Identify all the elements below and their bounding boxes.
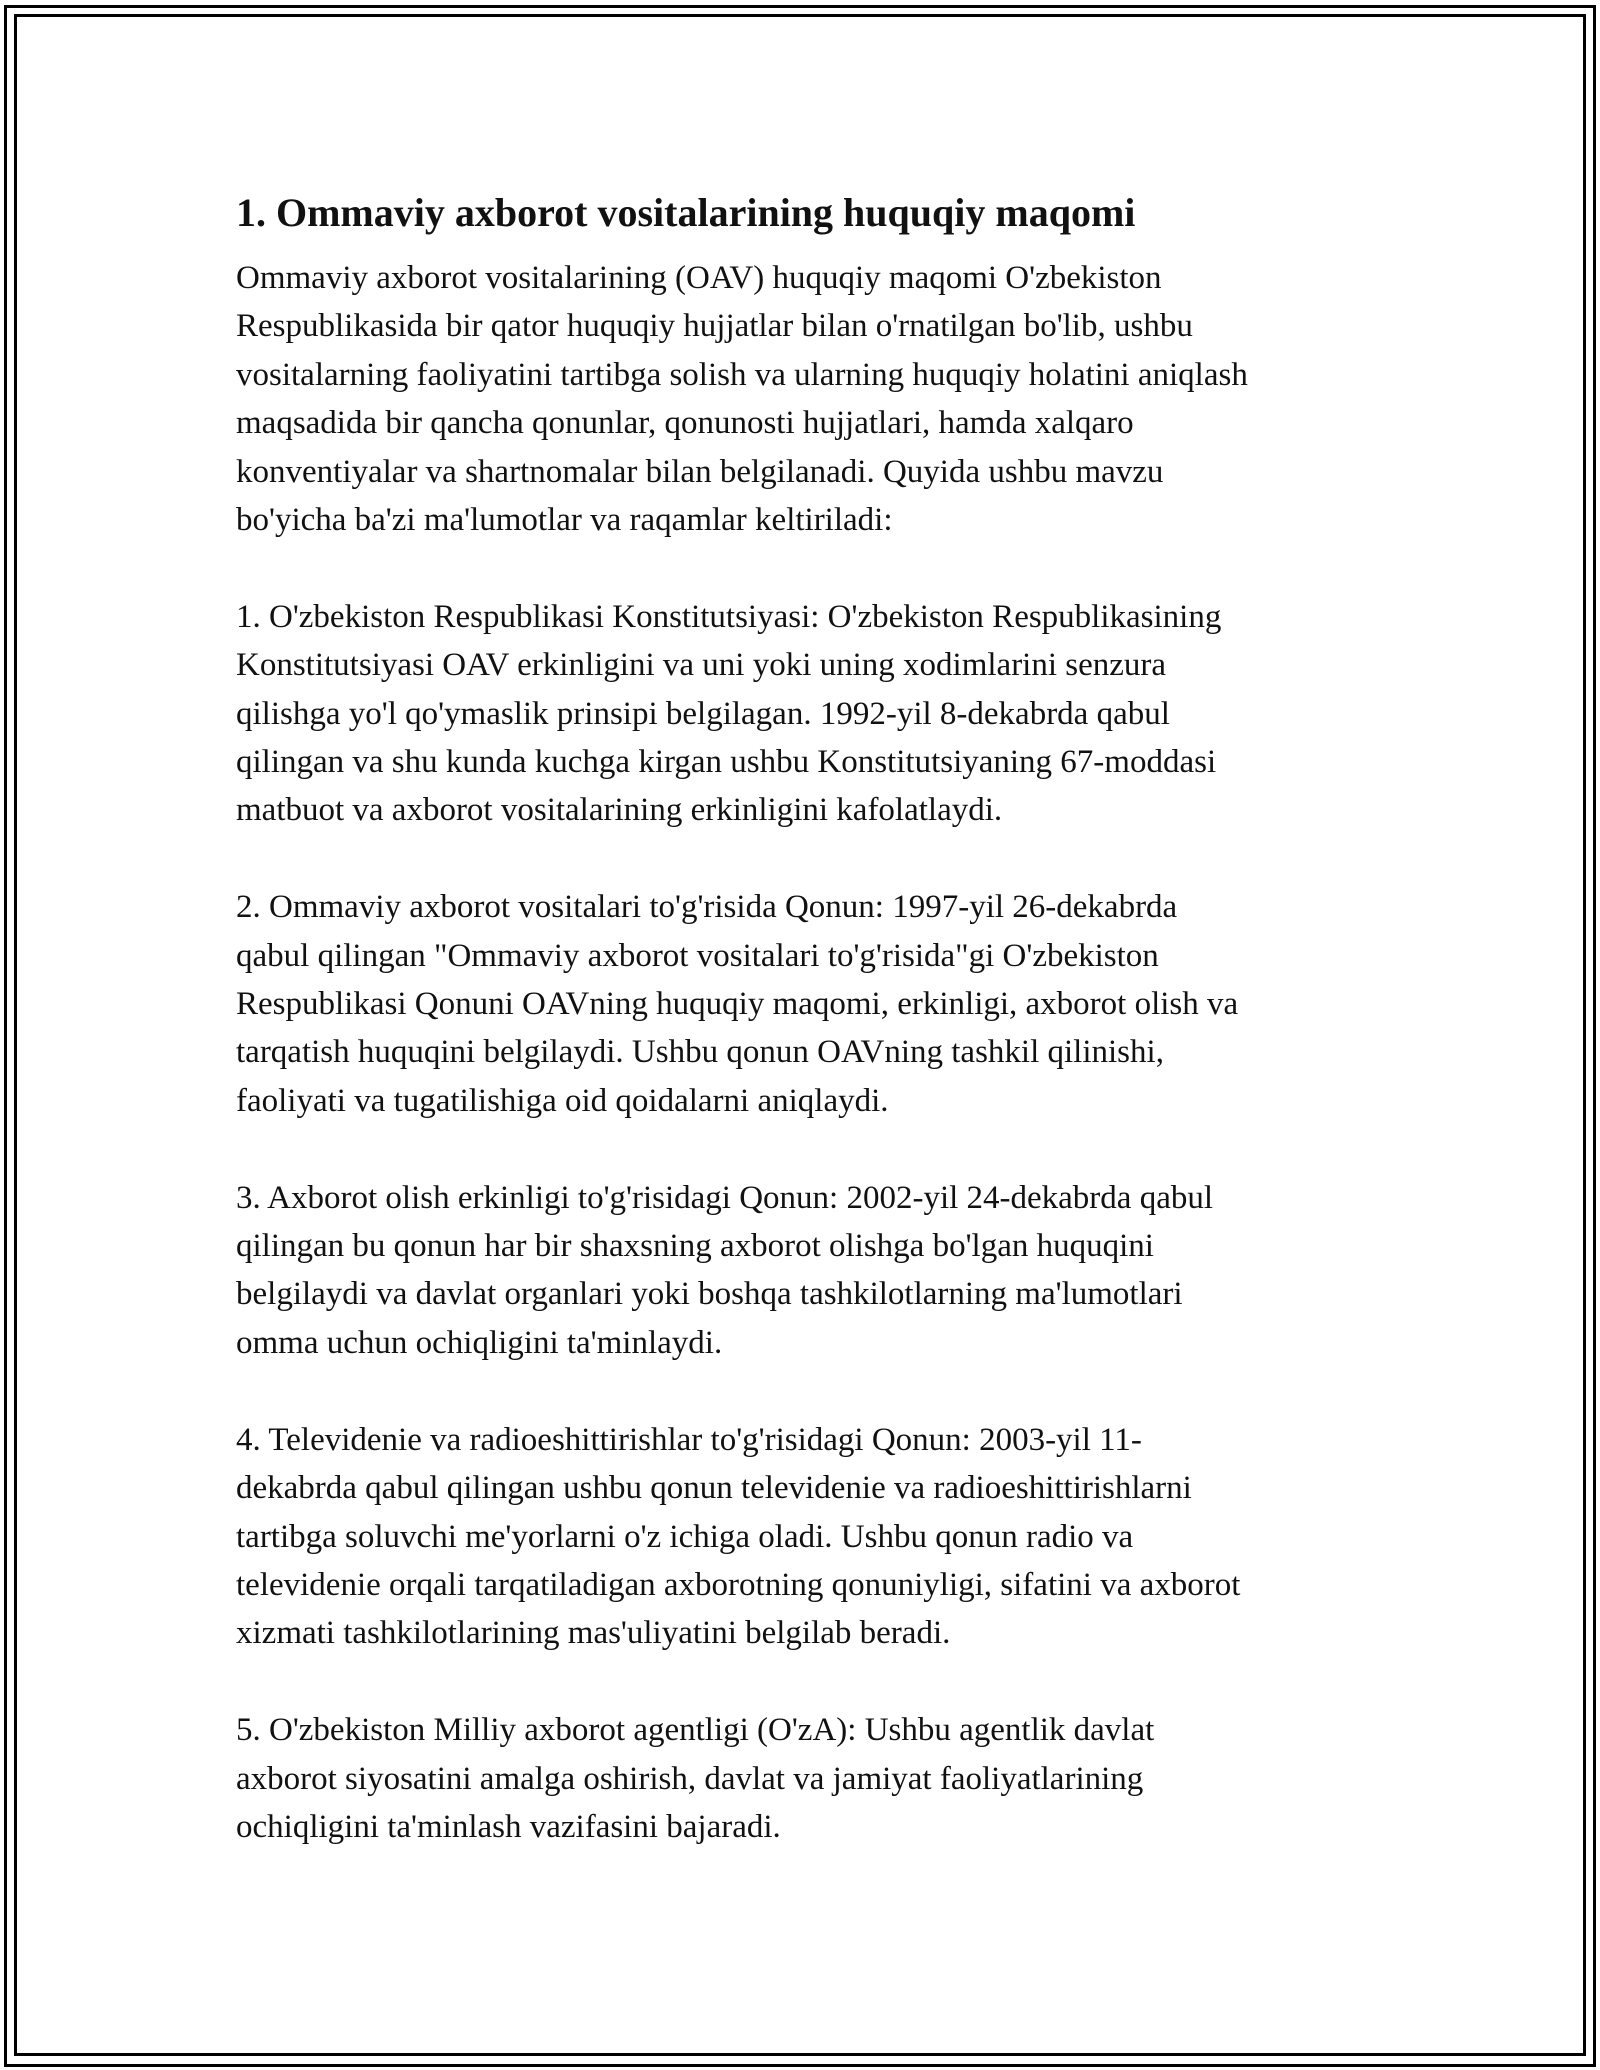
intro-paragraph: Ommaviy axborot vositalarining (OAV) huquqiy maqomi O'zbekiston Respublikasida bir qator huquqiy hujjatlar bilan o'rnatilgan bo'lib, ushbu vositalarning faoliyatini tartibga solish va ularning huquqiy holatini aniqlash maqsadida bir qancha qonunlar, qonunosti hujjatlari, hamda xalqaro konventiyalar va shartnomalar bilan belgilanadi. Quyida ushbu mavzu bo'yicha ba'zi ma'lumotlar va raqamlar keltiriladi: bbox=[236, 260, 1248, 539]
list-item-national-news-agency: 5. O'zbekiston Milliy axborot agentligi (O'zA): Ushbu agentlik davlat axborot siyosatini amalga oshirish, davlat va jamiyat faoliyatlarining ochiqligini ta'minlash vazifasini bajaradi. bbox=[236, 1712, 1155, 1845]
section-title: 1. Ommaviy axborot vositalarining huquqiy maqomi bbox=[236, 190, 1136, 235]
list-item-constitution: 1. O'zbekiston Respublikasi Konstitutsiyasi: O'zbekiston Respublikasining Konstitutsiyasi OAV erkinligini va uni yoki uning xodimlarini senzura qilishga yo'l qo'ymaslik prinsipi belgilagan. 1992-yil 8-dekabrda qabul qilingan va shu kunda kuchga kirgan ushbu Konstitutsiyaning 67-moddasi matbuot va axborot vositalarining erkinligini kafolatlaydi. bbox=[236, 598, 1222, 829]
list-item-information-freedom-law: 3. Axborot olish erkinligi to'g'risidagi Qonun: 2002-yil 24-dekabrda qabul qilingan bu qonun har bir shaxsning axborot olishga bo'lgan huquqini belgilaydi va davlat organlari yoki boshqa tashkilotlarning ma'lumotlari omma uchun ochiqligini ta'minlaydi. bbox=[236, 1179, 1214, 1361]
list-item-broadcasting-law: 4. Televidenie va radioeshittirishlar to'g'risidagi Qonun: 2003-yil 11- dekabrda qabul qilingan ushbu qonun televidenie va radioeshittirishlarni tartibga soluvchi me'yorlarni o'z ichiga oladi. Ushbu qonun radio va televidenie orqali tarqatiladigan axborotning qonuniyligi, sifatini va axborot xizmati tashkilotlarining mas'uliyatini belgilab beradi. bbox=[236, 1421, 1241, 1652]
list-item-media-law: 2. Ommaviy axborot vositalari to'g'risida Qonun: 1997-yil 26-dekabrda qabul qilingan "Ommaviy axborot vositalari to'g'risida"gi O'zbekiston Respublikasi Qonuni OAVning huquqiy maqomi, erkinligi, axborot olish va tarqatish huquqini belgilaydi. Ushbu qonun OAVning tashkil qilinishi, faoliyati va tugatilishiga oid qoidalarni aniqlaydi. bbox=[236, 889, 1239, 1119]
document-body bbox=[236, 183, 1386, 1851]
